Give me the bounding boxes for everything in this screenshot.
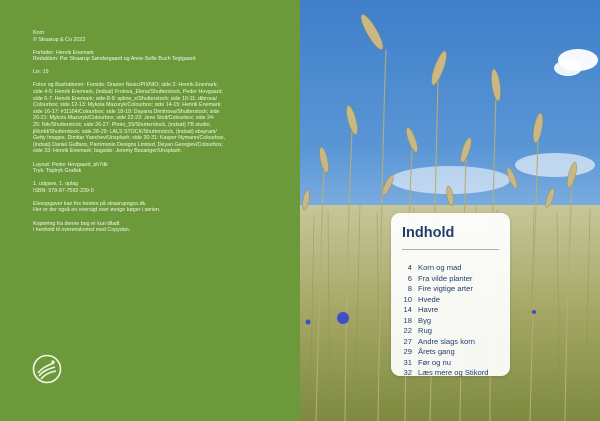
toc-page-number: 22 — [403, 326, 412, 335]
toc-page-number: 8 — [407, 284, 412, 293]
toc-page-number: 6 — [407, 273, 412, 283]
toc-item[interactable] — [399, 368, 488, 379]
toc-chapter-title: Andre slags korn — [418, 336, 475, 346]
photo-credit-line: 20-21: Mykola Mazuryk/Colourbox; side 22-23: Jens Stolt/Colourbox; side 24- — [33, 115, 215, 122]
photo-credit-line: side 33: Henrik Enemark; bagside: Jeremy Bezanger/Unsplash. — [33, 148, 182, 155]
nordic-swan-ecolabel-icon — [32, 354, 74, 398]
toc-chapter-title: Havre — [418, 305, 439, 314]
toc-chapter-title: Årets gang — [418, 347, 455, 356]
toc-page-number: 27 — [403, 336, 412, 346]
toc-page-number: 29 — [403, 347, 412, 356]
copyright-line: © Straarup & Co 2023 — [33, 36, 86, 43]
toc-page-number: 14 — [403, 305, 412, 314]
copydan-line: i henhold til overenskomst med Copydan. — [33, 227, 131, 234]
editors-line: Redaktion: Per Straarup Søndergaard og Anne-Sofie Buch Tegtgaard — [33, 56, 196, 63]
photo-credits — [33, 82, 283, 155]
toc-title: Indhold — [402, 225, 455, 241]
exercises-line: Her er der også en oversigt over øvrige bøger i serien. — [33, 207, 161, 214]
toc-item[interactable] — [399, 274, 488, 285]
photo-credit-line: Colourbox; side 12-13: Mykola Mazuryk/Colourbox; side 14-15: Henrik Enemark; — [33, 102, 222, 109]
swan-icon — [32, 354, 62, 384]
table-of-contents — [391, 213, 510, 376]
lix-line: Lix: 19 — [33, 69, 49, 76]
toc-chapter-title: Fra vilde planter — [418, 273, 473, 283]
toc-list — [399, 263, 488, 379]
toc-item[interactable] — [399, 263, 488, 274]
toc-page-number: 32 — [403, 368, 412, 377]
isbn-line: ISBN: 978-87-7592-239-0 — [33, 187, 94, 194]
toc-page-number: 31 — [403, 357, 412, 367]
toc-item[interactable] — [399, 326, 488, 337]
toc-item[interactable] — [399, 337, 488, 348]
layout-line: Layout: Peder Hovgaard, ph7dk — [33, 161, 108, 168]
toc-page-number: 4 — [407, 263, 412, 272]
toc-chapter-title: Fire vigtige arter — [418, 284, 473, 293]
toc-chapter-title: Byg — [418, 315, 432, 325]
toc-page-number: 10 — [403, 294, 412, 304]
toc-chapter-title: Før og nu — [418, 357, 451, 367]
photo-credit-line: side 16-17: #11104/Colourbox; side 18-19: Dayana Dimitrova/Shutterstock; side — [33, 108, 220, 115]
copydan-line: Kopiering fra denne bog er kun tilladt — [33, 220, 120, 227]
toc-chapter-title: Rug — [418, 326, 432, 335]
contents-page — [300, 0, 600, 421]
print-line: Tryk: Toptryk Grafisk — [33, 168, 82, 175]
photo-credit-line: (indsat) Daniel Guffans, Parrimonio Designs Limited, Deyan Georgiev/Colourbox; — [33, 141, 224, 148]
toc-item[interactable] — [399, 305, 488, 316]
photo-credit-line: 25: Nitr/Shutterstock; side 26-27: Photo_55/Shutterstock, (indsat) TB studio, — [33, 122, 212, 129]
book-title: Korn — [33, 30, 45, 36]
photo-credit-line: Fotos og illustrationer: Forside: Drazen Nesic/PIXNIO; side 3: Henrik Enemark; — [33, 82, 218, 89]
toc-page-number: 18 — [403, 315, 412, 325]
author-line: Forfatter: Henrik Enemark — [33, 49, 94, 56]
photo-credit-line: side 6-7: Henrik Enemark; side 8-9: spline_x/Shutterstock; side 10-11: dibrova/ — [33, 95, 217, 102]
exercises-line: Elevopgaver kan fris hentes på straarupogco.dk. — [33, 200, 147, 207]
photo-credit-line: jRknfd/Shutterstock; side 28-29: LALS STOCK/Shutterstock, (indsat) sbayram/ — [33, 128, 217, 135]
toc-item[interactable] — [399, 347, 488, 358]
edition-line: 1. udgave, 1. oplag — [33, 181, 79, 188]
toc-divider — [402, 249, 499, 250]
photo-credit-line: side 4-5: Henrik Enemark, (indsat) Frolova_Elena/Shutterstock, Peder Hovgaard; — [33, 89, 223, 96]
toc-item[interactable] — [399, 295, 488, 306]
toc-chapter-title: Hvede — [418, 294, 440, 304]
photo-credit-line: Getty Images, Dimitar Yanchev/Unsplash; side 30-31: Kasper Nymann/Colourbox, — [33, 135, 226, 142]
toc-item[interactable] — [399, 358, 488, 369]
toc-item[interactable] — [399, 284, 488, 295]
toc-chapter-title: Korn og mad — [418, 263, 462, 272]
colophon-text — [33, 30, 283, 240]
toc-item[interactable] — [399, 316, 488, 327]
toc-chapter-title: Læs mere og Stikord — [418, 368, 489, 377]
